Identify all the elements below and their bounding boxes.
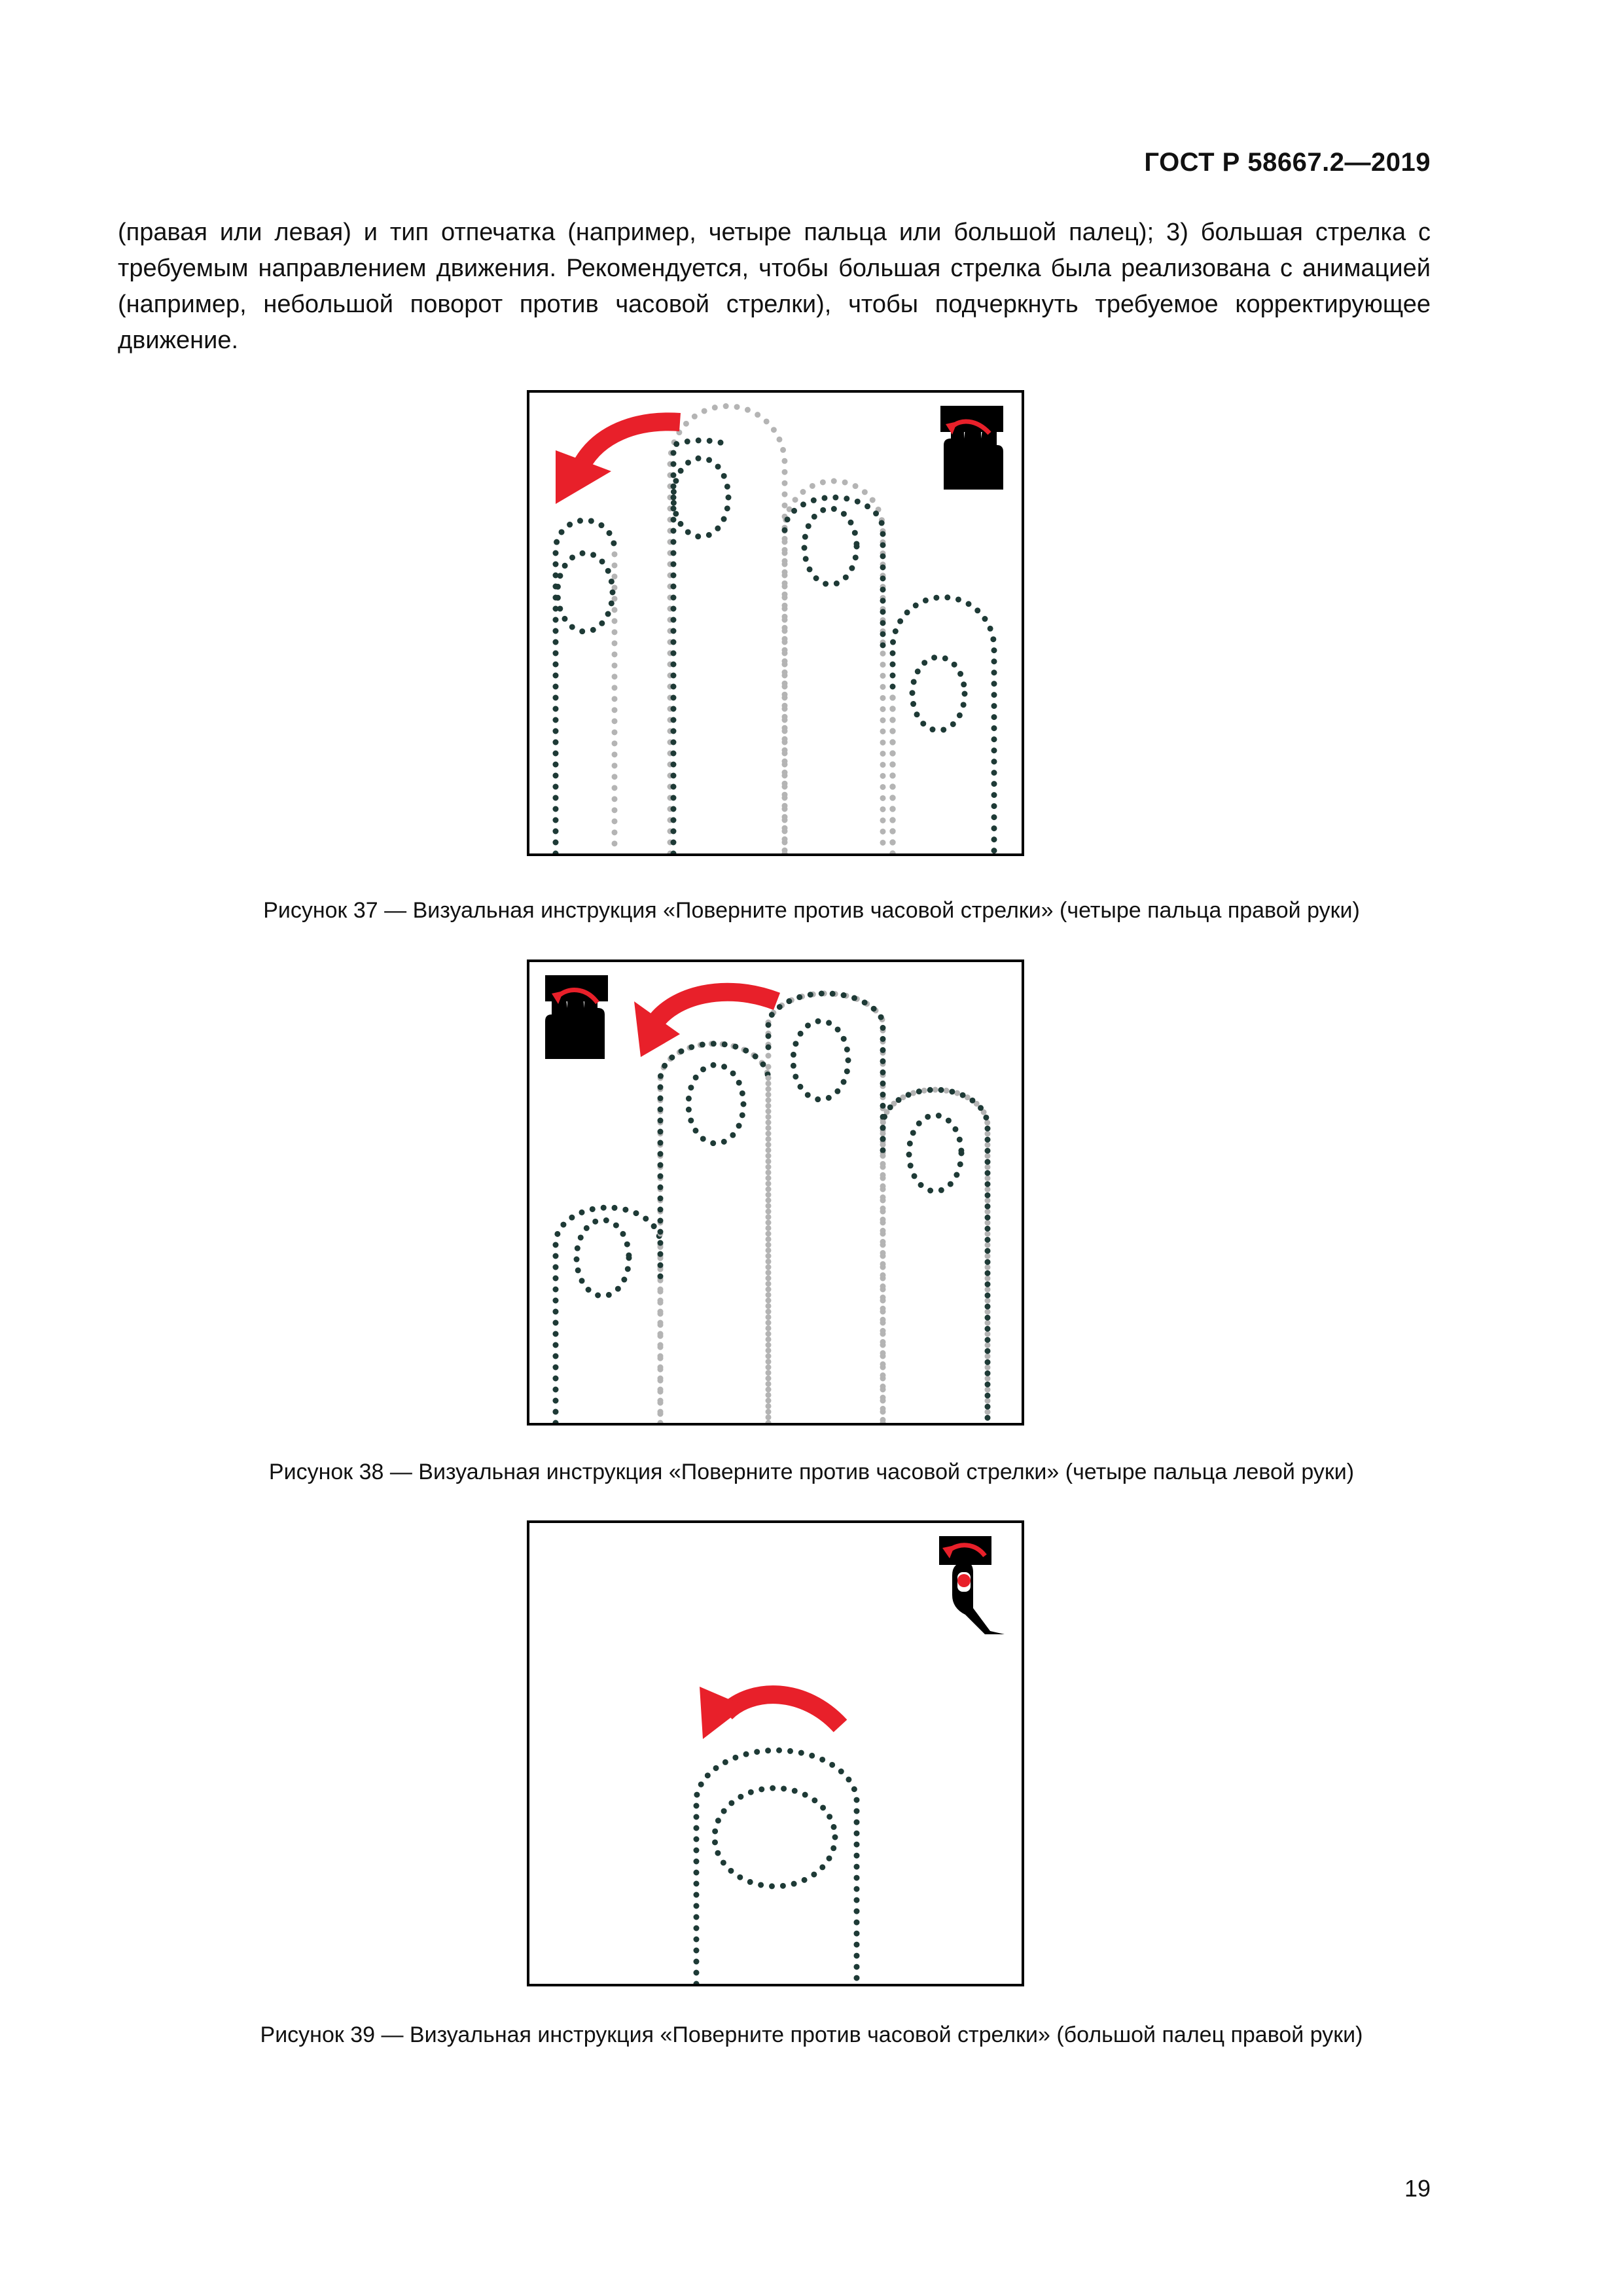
figure-37: [527, 390, 1024, 856]
right-thumb-rotate-icon: [939, 1536, 1005, 1634]
finger-outlines: [556, 406, 994, 854]
figure-38-caption: Рисунок 38 — Визуальная инструкция «Поверните против часовой стрелки» (четыре пальца левой руки): [268, 1460, 1355, 1484]
counterclockwise-arrow: [634, 992, 777, 1057]
left-hand-four-fingers-rotate-icon: [545, 975, 608, 1059]
document-header: ГОСТ Р 58667.2—2019: [1144, 148, 1431, 177]
counterclockwise-arrow: [700, 1687, 840, 1739]
figure-39-caption: Рисунок 39 — Визуальная инструкция «Поверните против часовой стрелки» (большой палец правой руки): [260, 2022, 1363, 2047]
counterclockwise-arrow: [556, 422, 680, 504]
intro-paragraph: (правая или левая) и тип отпечатка (например, четыре пальца или большой палец); 3) большая стрелка с требуемым направлением движения. Рекомендуется, чтобы большая стрелка была реализована с анимацией (например, небольшой поворот против часовой стрелки), чтобы подчеркнуть требуемое корректирующее движение.: [118, 219, 1431, 354]
finger-outlines: [556, 994, 988, 1423]
figure-37-caption: Рисунок 37 — Визуальная инструкция «Поверните против часовой стрелки» (четыре пальца правой руки): [263, 898, 1360, 923]
page-number: 19: [1404, 2175, 1431, 2202]
figure-38: [527, 960, 1024, 1426]
right-hand-four-fingers-rotate-icon: [940, 406, 1003, 490]
figure-39: [527, 1520, 1024, 1986]
thumb-outline: [696, 1750, 857, 1984]
